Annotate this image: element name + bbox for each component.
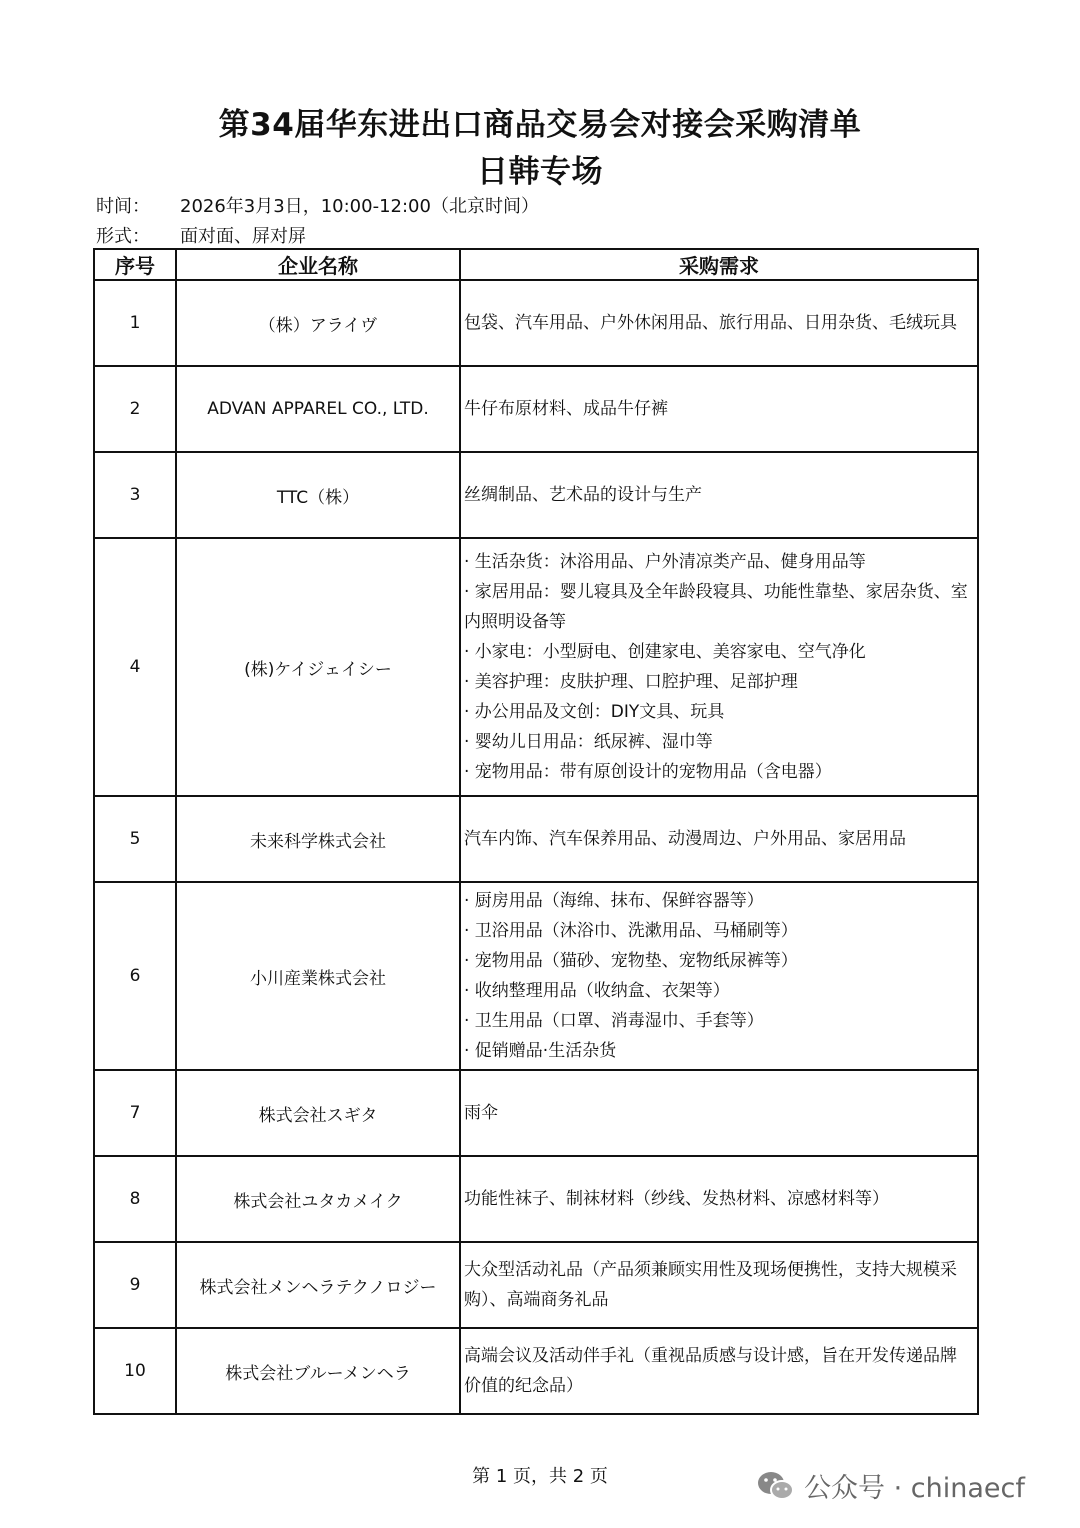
watermark-text: 公众号 · chinaecf (804, 1473, 1025, 1504)
requirement-line: · 卫生用品（口罩、消毒湿巾、手套等） (464, 1011, 764, 1031)
requirement-line: · 收纳整理用品（收纳盒、衣架等） (464, 981, 730, 1001)
requirement-line: · 厨房用品（海绵、抹布、保鲜容器等） (464, 891, 764, 911)
meeting-format (96, 222, 306, 248)
time-label: 时间： (96, 196, 150, 217)
requirement-cell (460, 452, 978, 538)
requirement-line: 大众型活动礼品（产品须兼顾实用性及现场便携性，支持大规模采购）、高端商务礼品 (464, 1260, 957, 1310)
row-number: 5 (94, 796, 176, 882)
requirement-cell (460, 1070, 978, 1156)
row-number: 9 (94, 1242, 176, 1328)
table-row (94, 882, 978, 1070)
format-label: 形式： (96, 226, 150, 247)
requirement-cell (460, 1242, 978, 1328)
table-row (94, 452, 978, 538)
page-title: 第34届华东进出口商品交易会对接会采购清单 (218, 107, 862, 143)
row-number: 7 (94, 1070, 176, 1156)
requirement-line: · 卫浴用品（沐浴巾、洗漱用品、马桶刷等） (464, 921, 798, 941)
table-row (94, 538, 978, 796)
page-footer: 第 1 页，共 2 页 (472, 1466, 608, 1487)
table-row (94, 1242, 978, 1328)
format-value: 面对面、屏对屏 (180, 226, 306, 247)
company-name: 小川産業株式会社 (176, 882, 460, 1070)
requirement-line: · 婴幼儿日用品：纸尿裤、湿巾等 (464, 732, 713, 752)
row-number: 1 (94, 280, 176, 366)
requirement-line: 牛仔布原材料、成品牛仔裤 (464, 399, 668, 419)
requirement-line: 雨伞 (464, 1103, 498, 1123)
row-number: 2 (94, 366, 176, 452)
requirement-cell (460, 280, 978, 366)
row-number: 8 (94, 1156, 176, 1242)
row-number: 10 (94, 1328, 176, 1414)
header-requirement: 采购需求 (460, 249, 978, 280)
table-row (94, 280, 978, 366)
page-subtitle: 日韩专场 (477, 154, 603, 190)
company-name: 未来科学株式会社 (176, 796, 460, 882)
company-name: (株)ケイジェイシー (176, 538, 460, 796)
requirement-line: 包袋、汽车用品、户外休闲用品、旅行用品、日用杂货、毛绒玩具 (464, 313, 957, 333)
requirement-line: · 小家电：小型厨电、创建家电、美容家电、空气净化 (464, 642, 866, 662)
company-name: ADVAN APPAREL CO., LTD. (176, 366, 460, 452)
header-no: 序号 (94, 249, 176, 280)
requirement-line: · 宠物用品：带有原创设计的宠物用品（含电器） (464, 762, 832, 782)
company-name: 株式会社スギタ (176, 1070, 460, 1156)
company-name: 株式会社ブルーメンヘラ (176, 1328, 460, 1414)
requirement-cell (460, 882, 978, 1070)
meeting-time (96, 192, 539, 218)
requirement-cell (460, 796, 978, 882)
header-company: 企业名称 (176, 249, 460, 280)
table-header-row (94, 249, 978, 280)
row-number: 3 (94, 452, 176, 538)
requirement-line: · 美容护理：皮肤护理、口腔护理、足部护理 (464, 672, 798, 692)
row-number: 6 (94, 882, 176, 1070)
table-row (94, 796, 978, 882)
requirement-line: · 促销赠品·生活杂货 (464, 1041, 617, 1061)
requirement-cell (460, 538, 978, 796)
table-row (94, 1328, 978, 1414)
company-name: 株式会社ユタカメイク (176, 1156, 460, 1242)
wechat-icon (756, 1469, 796, 1503)
table-row (94, 366, 978, 452)
requirement-line: · 宠物用品（猫砂、宠物垫、宠物纸尿裤等） (464, 951, 798, 971)
requirement-cell (460, 1156, 978, 1242)
requirement-cell (460, 366, 978, 452)
company-name: 株式会社メンヘラテクノロジー (176, 1242, 460, 1328)
table-row (94, 1156, 978, 1242)
requirement-line: · 家居用品：婴儿寝具及全年龄段寝具、功能性靠垫、家居杂货、室内照明设备等 (464, 582, 968, 632)
row-number: 4 (94, 538, 176, 796)
requirement-line: · 生活杂货：沐浴用品、户外清凉类产品、健身用品等 (464, 552, 866, 572)
requirement-line: 汽车内饰、汽车保养用品、动漫周边、户外用品、家居用品 (464, 829, 906, 849)
requirement-cell (460, 1328, 978, 1414)
company-name: （株）アライヴ (176, 280, 460, 366)
requirement-line: 高端会议及活动伴手礼（重视品质感与设计感，旨在开发传递品牌价值的纪念品） (464, 1346, 957, 1396)
requirement-line: 丝绸制品、艺术品的设计与生产 (464, 485, 702, 505)
requirement-line: · 办公用品及文创：DIY文具、玩具 (464, 702, 725, 722)
time-value: 2026年3月3日，10:00-12:00（北京时间） (180, 196, 539, 217)
requirement-line: 功能性袜子、制袜材料（纱线、发热材料、凉感材料等） (464, 1189, 889, 1209)
watermark (756, 1466, 1025, 1505)
procurement-table (93, 248, 979, 1415)
company-name: TTC（株） (176, 452, 460, 538)
table-row (94, 1070, 978, 1156)
